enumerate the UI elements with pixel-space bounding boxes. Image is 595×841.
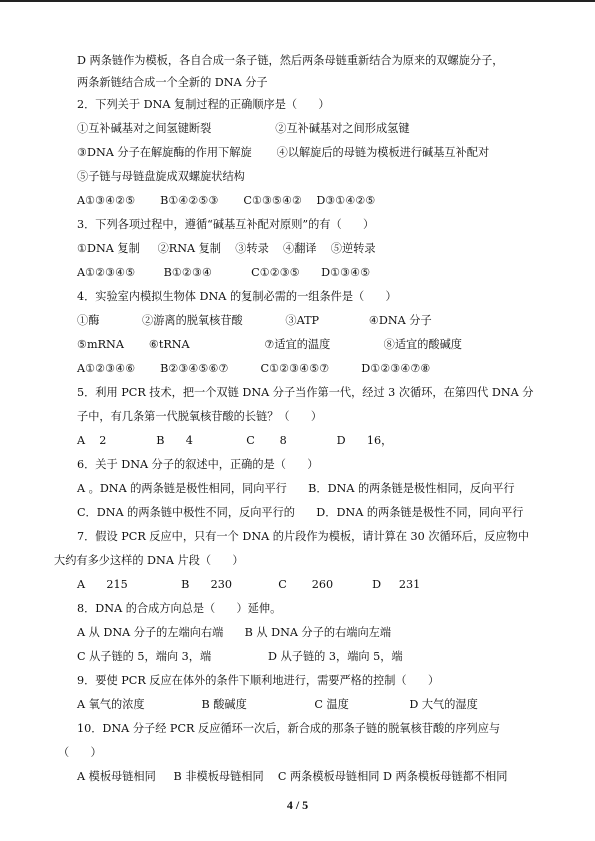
top-rule: [0, 0, 595, 2]
q6-options-c-d: C．DNA 的两条链中极性不同，反向平行的 D．DNA 的两条链是极性不同，同向平行: [77, 506, 524, 519]
question-3: 3．下列各项过程中，遵循“碱基互补配对原则”的有（ ）: [77, 218, 375, 231]
q2-items-3-4: ③DNA 分子在解旋酶的作用下解旋 ④以解旋后的母链为模板进行碱基互补配对: [77, 146, 490, 159]
question-7: 7．假设 PCR 反应中，只有一个 DNA 的片段作为模板，请计算在 30 次循环后，反应物中: [77, 530, 530, 543]
text-line-q1-option-d: D 两条链作为模板，各自合成一条子链，然后两条母链重新结合为原来的双螺旋分子，: [77, 54, 504, 67]
question-10-cont: （ ）: [58, 746, 102, 759]
q9-options: A 氧气的浓度 B 酸碱度 C 温度 D 大气的湿度: [77, 698, 478, 711]
q3-options: A①②③④⑤ B①②③④ C①②③⑤ D①③④⑤: [77, 266, 371, 279]
page-number: 4 / 5: [286, 798, 309, 812]
q2-item-5: ⑤子链与母链盘旋成双螺旋状结构: [77, 170, 245, 183]
q5-options: A 2 B 4 C 8 D 16，: [77, 434, 393, 447]
q3-items: ①DNA 复制 ②RNA 复制 ③转录 ④翻译 ⑤逆转录: [77, 242, 376, 255]
text-line-q1-option-d-cont: 两条新链结合成一个全新的 DNA 分子: [77, 76, 268, 89]
q4-items-1-4: ①酶 ②游离的脱氧核苷酸 ③ATP ④DNA 分子: [77, 314, 432, 327]
question-6: 6．关于 DNA 分子的叙述中，正确的是（ ）: [77, 458, 319, 471]
question-7-cont: 大约有多少这样的 DNA 片段（ ）: [54, 554, 244, 567]
q7-options: A 215 B 230 C 260 D 231: [77, 578, 421, 591]
q10-options-row: [77, 770, 507, 784]
question-5: 5．利用 PCR 技术，把一个双链 DNA 分子当作第一代，经过 3 次循环，在第四代 DNA 分: [77, 386, 534, 399]
question-5-cont: 子中，有几条第一代脱氧核苷酸的长链？（ ）: [77, 410, 323, 423]
question-2: 2．下列关于 DNA 复制过程的正确顺序是（ ）: [77, 98, 330, 111]
q8-options-a-b: A 从 DNA 分子的左端向右端 B 从 DNA 分子的右端向左端: [77, 626, 392, 639]
q4-items-5-8: ⑤mRNA ⑥tRNA ⑦适宜的温度 ⑧适宜的酸碱度: [77, 338, 462, 351]
question-10: 10．DNA 分子经 PCR 反应循环一次后，新合成的那条子链的脱氧核苷酸的序列应与: [77, 722, 501, 735]
q6-options-a-b: A 。DNA 的两条链是极性相同，同向平行 B．DNA 的两条链是极性相同，反向平行: [77, 482, 515, 495]
q8-options-c-d: C 从子链的 5，端向 3，端 D 从子链的 3，端向 5，端: [77, 650, 403, 663]
q10-options: A 模板母链相同 B 非模板母链相同 C 两条模板母链相同 D 两条模板母链都不相同: [77, 770, 508, 783]
q4-options: A①②③④⑥ B②③④⑤⑥⑦ C①②③④⑤⑦ D①②③④⑦⑧: [77, 362, 431, 375]
question-9: 9．要使 PCR 反应在体外的条件下顺利地进行，需要严格的控制（ ）: [77, 674, 440, 687]
question-8: 8．DNA 的合成方向总是（ ）延伸。: [77, 602, 282, 615]
question-4: 4．实验室内模拟生物体 DNA 的复制必需的一组条件是（ ）: [77, 290, 397, 303]
q2-items-1-2: ①互补碱基对之间氢键断裂 ②互补碱基对之间形成氢键: [77, 122, 410, 135]
q2-options: A①③④②⑤ B①④②⑤③ C①③⑤④② D③①④②⑤: [77, 194, 376, 207]
